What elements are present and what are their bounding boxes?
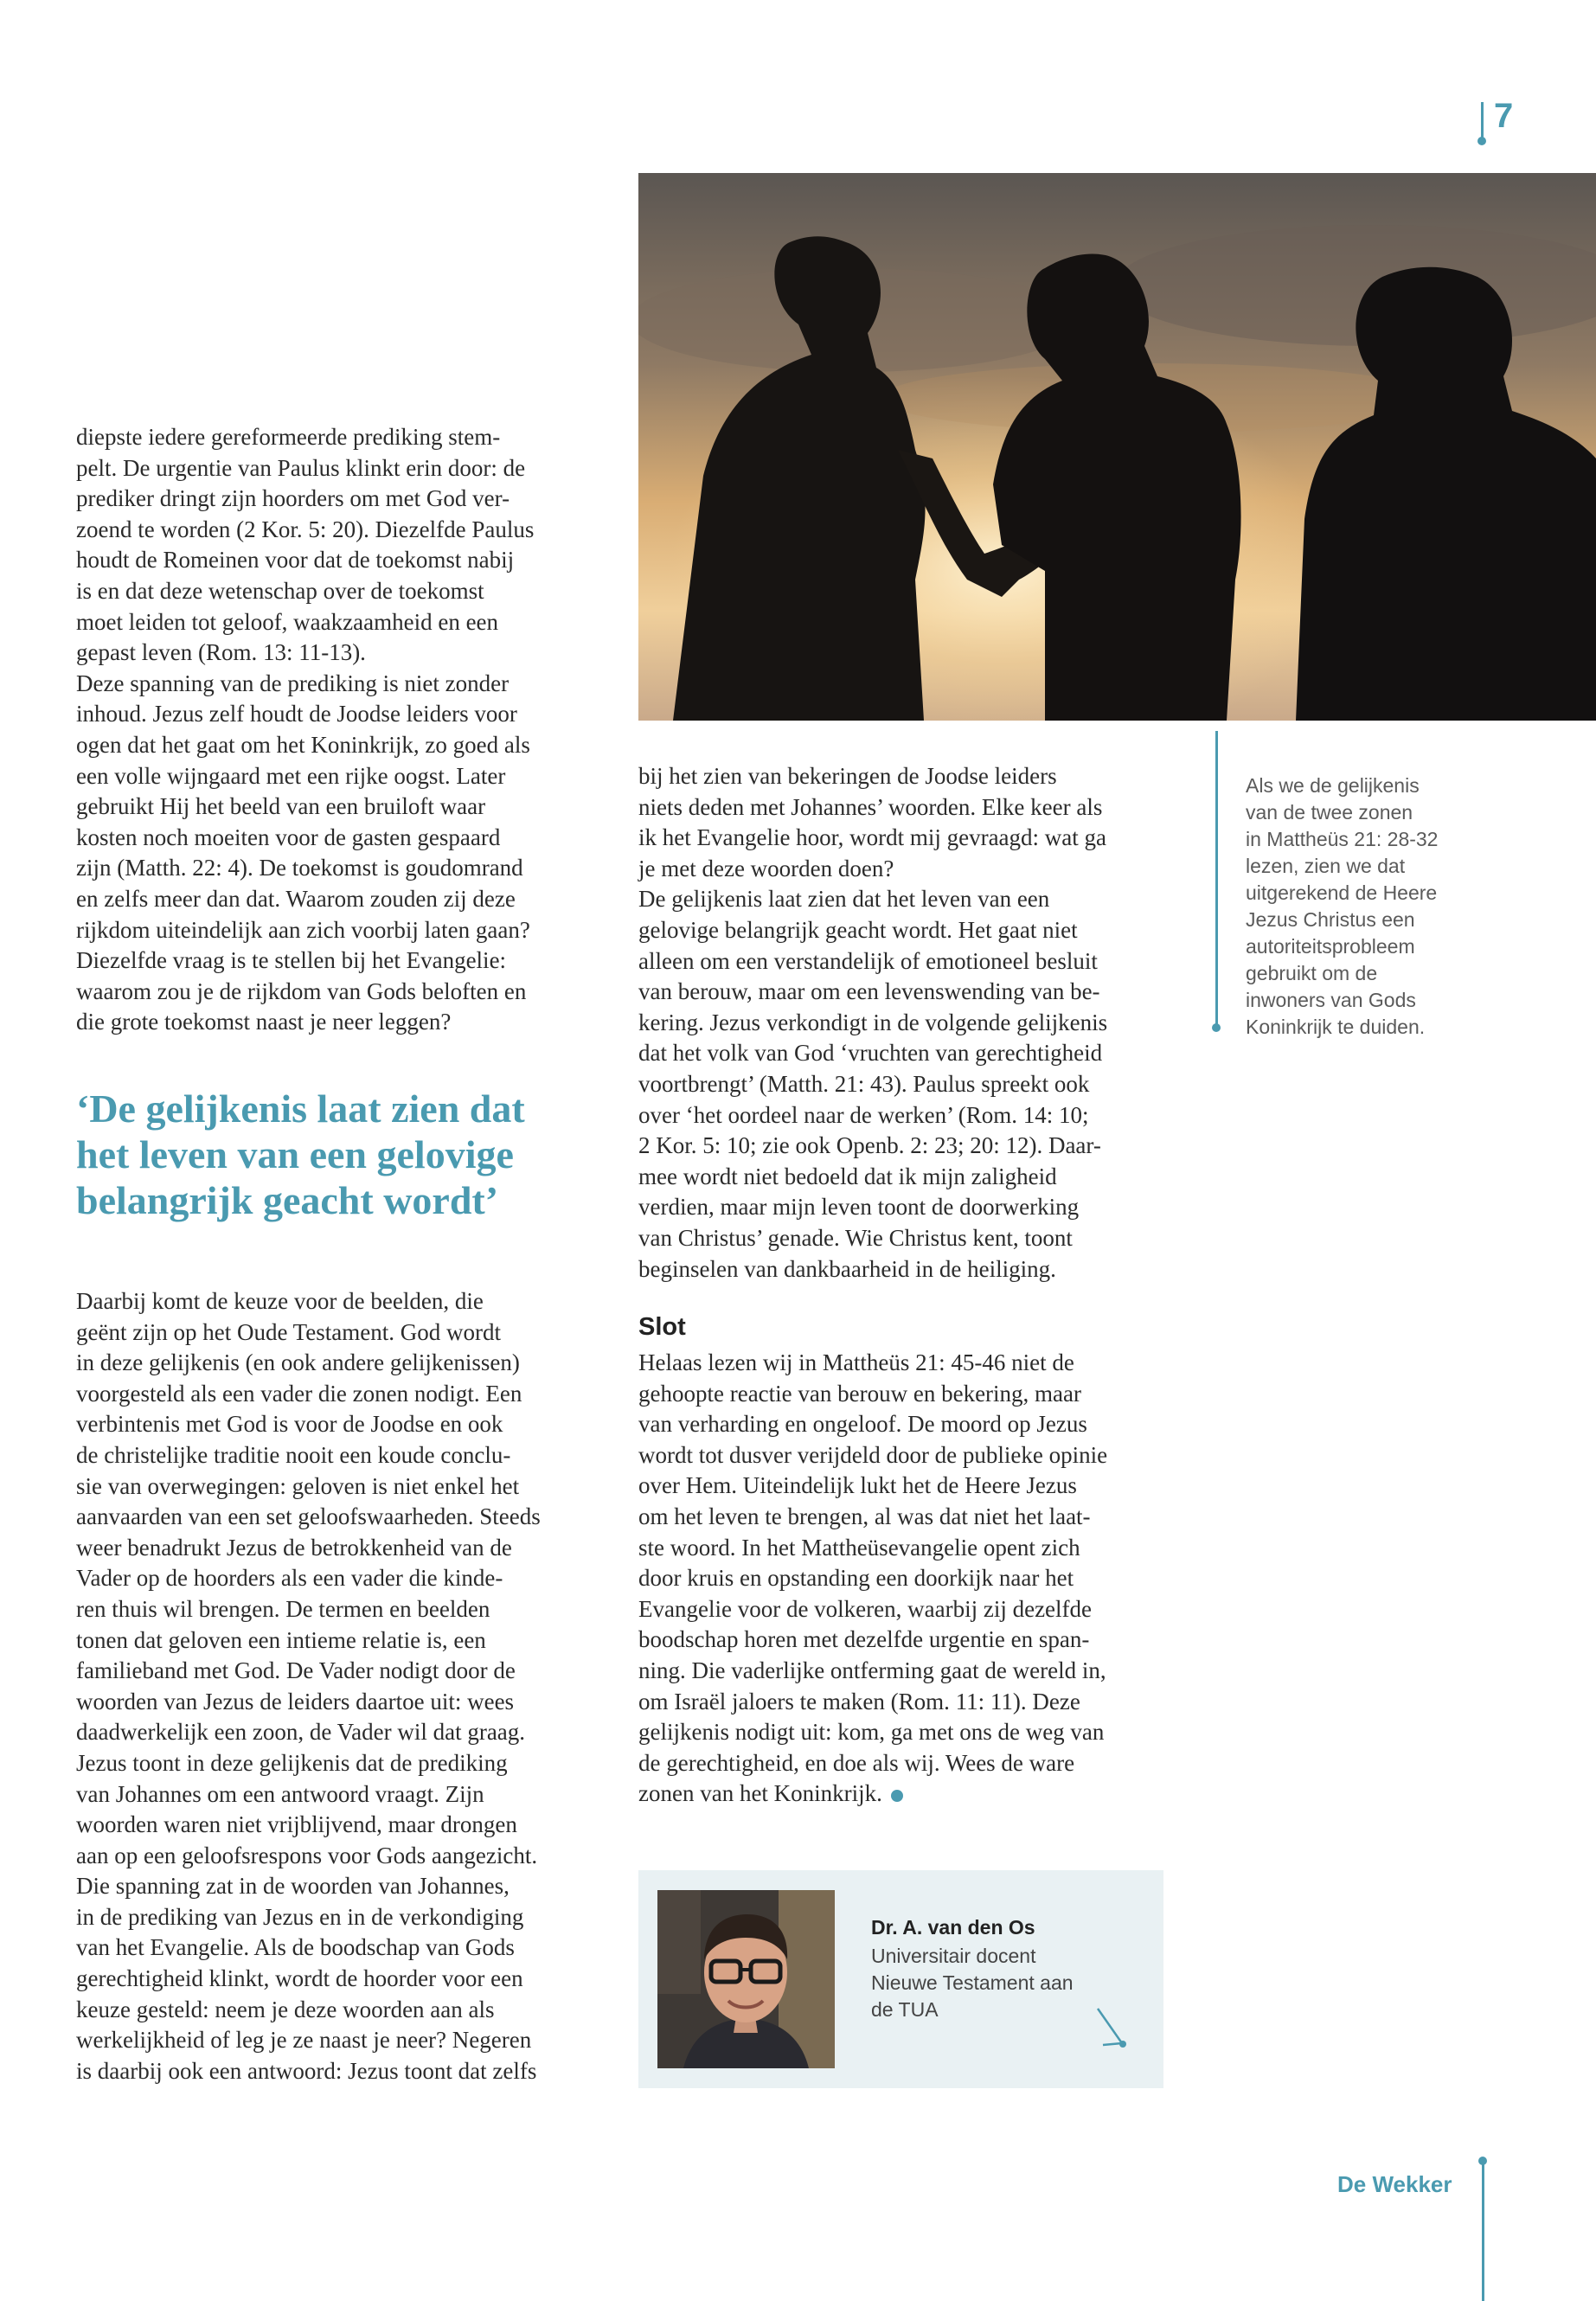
body-line: inhoud. Jezus zelf houdt de Joodse leiders voor	[76, 701, 517, 727]
body-line: en zelfs meer dan dat. Waarom zouden zij deze	[76, 885, 516, 912]
author-role-line: de TUA	[871, 1998, 939, 2021]
hero-photo	[638, 173, 1596, 721]
author-pointer-icon	[1094, 2007, 1129, 2050]
body-line: aan op een geloofsrespons voor Gods aangezicht.	[76, 1842, 538, 1868]
body-line: ik het Evangelie hoor, wordt mij gevraagd: wat ga	[638, 824, 1107, 851]
body-line: voorgesteld als een vader die zonen nodigt. Een	[76, 1380, 522, 1407]
sidebar-line: van de twee zonen	[1246, 801, 1413, 824]
body-line: werkelijkheid of leg je ze naast je neer? Negeren	[76, 2027, 532, 2054]
sidebar-line: uitgerekend de Heere	[1246, 881, 1438, 904]
body-line: Vader op de hoorders als een vader die kinde-	[76, 1565, 503, 1592]
body-line: over Hem. Uiteindelijk lukt het de Heere Jezus	[638, 1472, 1077, 1499]
body-line: woorden waren niet vrijblijvend, maar drongen	[76, 1811, 517, 1838]
body-line: verbintenis met God is voor de Joodse en ook	[76, 1411, 503, 1438]
body-line: gebruikt Hij het beeld van een bruiloft waar	[76, 793, 486, 820]
sidebar-line: gebruikt om de	[1246, 962, 1378, 984]
sidebar-line: in Mattheüs 21: 28-32	[1246, 828, 1439, 850]
body-line: weer benadrukt Jezus de betrokkenheid van de	[76, 1534, 512, 1561]
sidebar-note	[1246, 772, 1475, 1041]
body-line: van Johannes om een antwoord vraagt. Zijn	[76, 1780, 484, 1807]
column1-top-text	[76, 422, 604, 1038]
body-line: verdien, maar mijn leven toont de doorwerking	[638, 1194, 1080, 1221]
body-line: Diezelfde vraag is te stellen bij het Evangelie:	[76, 947, 507, 974]
body-line: je met deze woorden doen?	[638, 855, 894, 881]
section-heading-slot: Slot	[638, 1313, 686, 1341]
body-line: houdt de Romeinen voor dat de toekomst nabij	[76, 547, 515, 574]
body-line: Daarbij komt de keuze voor de beelden, die	[76, 1288, 484, 1314]
body-line: van het Evangelie. Als de boodschap van Gods	[76, 1934, 515, 1961]
column2-top-text	[638, 761, 1166, 1285]
body-line: waarom zou je de rijkdom van Gods beloften en	[76, 977, 527, 1004]
body-line: gerechtigheid klinkt, wordt de hoorder voor een	[76, 1965, 523, 1992]
body-line: niets deden met Johannes’ woorden. Elke keer als	[638, 793, 1103, 820]
body-line: gehoopte reactie van berouw en bekering, maar	[638, 1380, 1082, 1407]
body-line: in deze gelijkenis (en ook andere gelijkenissen)	[76, 1349, 520, 1376]
body-line-last	[638, 1779, 1166, 1810]
sunset-silhouettes-image	[638, 173, 1596, 721]
body-line: is daarbij ook een antwoord: Jezus toont dat zelfs	[76, 2057, 537, 2084]
body-line: aanvaarden van een set geloofswaarheden. Steeds	[76, 1503, 541, 1530]
body-line: beginselen van dankbaarheid in de heiliging.	[638, 1255, 1056, 1282]
footer-rule	[1482, 2160, 1484, 2301]
body-line: om het leven te brengen, al was dat niet het laat-	[638, 1503, 1091, 1529]
author-role-line: Nieuwe Testament aan	[871, 1971, 1074, 1994]
body-line: in de prediking van Jezus en in de verkondiging	[76, 1903, 524, 1930]
body-line-text: zonen van het Koninkrijk.	[638, 1780, 882, 1807]
column2-bottom-text	[638, 1348, 1166, 1810]
body-line: alleen om een verstandelijk of emotioneel besluit	[638, 947, 1098, 974]
body-line: om Israël jaloers te maken (Rom. 11: 11). Deze	[638, 1688, 1080, 1715]
sidebar-rule-dot	[1212, 1023, 1221, 1032]
body-line: mee wordt niet bedoeld dat ik mijn zaligheid	[638, 1163, 1057, 1189]
sidebar-line: Koninkrijk te duiden.	[1246, 1016, 1426, 1038]
pull-quote	[76, 1086, 612, 1223]
column1-bottom-text	[76, 1286, 604, 2086]
body-line: Evangelie voor de volkeren, waarbij zij dezelfde	[638, 1595, 1093, 1622]
body-line: Helaas lezen wij in Mattheüs 21: 45-46 niet de	[638, 1349, 1074, 1375]
body-line: familieband met God. De Vader nodigt door de	[76, 1657, 516, 1684]
sidebar-line: inwoners van Gods	[1246, 989, 1416, 1011]
body-line: Die spanning zat in de woorden van Johannes,	[76, 1873, 510, 1900]
sidebar-rule	[1215, 731, 1218, 1025]
body-line: daadwerkelijk een zoon, de Vader wil dat graag.	[76, 1719, 526, 1746]
pull-quote-line: het leven van een gelovige	[76, 1132, 514, 1176]
body-line: van berouw, maar om een levenswending van be-	[638, 978, 1100, 1005]
body-line: geënt zijn op het Oude Testament. God wordt	[76, 1318, 501, 1345]
author-role	[871, 1943, 1131, 2023]
body-line: van verharding en ongeloof. De moord op Jezus	[638, 1411, 1087, 1438]
body-line: diepste iedere gereformeerde prediking stem-	[76, 424, 501, 450]
body-line: de christelijke traditie nooit een koude conclu-	[76, 1441, 511, 1468]
author-portrait-image	[657, 1890, 835, 2068]
sidebar-line: Als we de gelijkenis	[1246, 774, 1420, 797]
sidebar-line: lezen, zien we dat	[1246, 855, 1406, 877]
body-line: Jezus toont in deze gelijkenis dat de prediking	[76, 1749, 508, 1776]
body-line: een volle wijngaard met een rijke oogst. Later	[76, 762, 506, 789]
body-line: ning. Die vaderlijke ontferming gaat de wereld in,	[638, 1657, 1106, 1683]
body-line: De gelijkenis laat zien dat het leven van een	[638, 886, 1050, 913]
body-line: pelt. De urgentie van Paulus klinkt erin door: de	[76, 454, 526, 481]
body-line: gelijkenis nodigt uit: kom, ga met ons de weg van	[638, 1719, 1105, 1746]
page-number: 7	[1494, 97, 1514, 135]
sidebar-line: autoriteitsprobleem	[1246, 935, 1415, 958]
magazine-name: De Wekker	[1337, 2171, 1452, 2197]
body-line: de gerechtigheid, en doe als wij. Wees de ware	[638, 1749, 1075, 1776]
body-line: 2 Kor. 5: 10; zie ook Openb. 2: 23; 20: 12). Daar-	[638, 1132, 1101, 1159]
body-line: die grote toekomst naast je neer leggen?	[76, 1009, 452, 1035]
body-line: prediker dringt zijn hoorders om met God ver-	[76, 485, 510, 512]
end-of-article-dot-icon	[891, 1790, 903, 1802]
body-line: is en dat deze wetenschap over de toekomst	[76, 577, 484, 604]
sidebar-line: Jezus Christus een	[1246, 908, 1415, 931]
page-number-rule	[1481, 102, 1484, 138]
body-line: ste woord. In het Mattheüsevangelie opent zich	[638, 1534, 1080, 1561]
body-line: dat het volk van God ‘vruchten van gerechtigheid	[638, 1040, 1103, 1067]
footer-rule-dot	[1478, 2157, 1487, 2165]
body-line: kering. Jezus verkondigt in de volgende gelijkenis	[638, 1009, 1108, 1035]
pull-quote-line: belangrijk geacht wordt’	[76, 1178, 499, 1222]
body-line: ren thuis wil brengen. De termen en beelden	[76, 1595, 490, 1622]
body-line: bij het zien van bekeringen de Joodse leiders	[638, 763, 1057, 789]
body-line: zijn (Matth. 22: 4). De toekomst is goudomrand	[76, 855, 523, 881]
body-line: Deze spanning van de prediking is niet zonder	[76, 670, 510, 696]
body-line: tonen dat geloven een intieme relatie is, een	[76, 1626, 486, 1653]
body-line: kosten noch moeiten voor de gasten gespaard	[76, 824, 501, 850]
body-line: zoend te worden (2 Kor. 5: 20). Diezelfde Paulus	[76, 516, 535, 542]
body-line: van Christus’ genade. Wie Christus kent, toont	[638, 1224, 1073, 1251]
body-line: boodschap horen met dezelfde urgentie en span-	[638, 1626, 1090, 1653]
body-line: ogen dat het gaat om het Koninkrijk, zo goed als	[76, 731, 530, 758]
body-line: woorden van Jezus de leiders daartoe uit: wees	[76, 1688, 515, 1715]
author-role-line: Universitair docent	[871, 1945, 1036, 1967]
author-photo	[657, 1890, 835, 2068]
author-name: Dr. A. van den Os	[871, 1916, 1035, 1939]
body-line: gelovige belangrijk geacht wordt. Het gaat niet	[638, 916, 1078, 943]
body-line: rijkdom uiteindelijk aan zich voorbij laten gaan?	[76, 916, 530, 943]
page-number-dot	[1477, 137, 1486, 145]
body-line: wordt tot dusver verijdeld door de publieke opinie	[638, 1441, 1108, 1468]
body-line: voortbrengt’ (Matth. 21: 43). Paulus spreekt ook	[638, 1070, 1090, 1097]
body-line: keuze gesteld: neem je deze woorden aan als	[76, 1996, 495, 2022]
body-line: moet leiden tot geloof, waakzaamheid en een	[76, 608, 499, 635]
body-line: over ‘het oordeel naar de werken’ (Rom. 14: 10;	[638, 1101, 1089, 1128]
body-line: sie van overwegingen: geloven is niet enkel het	[76, 1472, 520, 1499]
pull-quote-line: ‘De gelijkenis laat zien dat	[76, 1086, 525, 1131]
body-line: door kruis en opstanding een doorkijk naar het	[638, 1565, 1074, 1592]
body-line: gepast leven (Rom. 13: 11-13).	[76, 639, 366, 666]
